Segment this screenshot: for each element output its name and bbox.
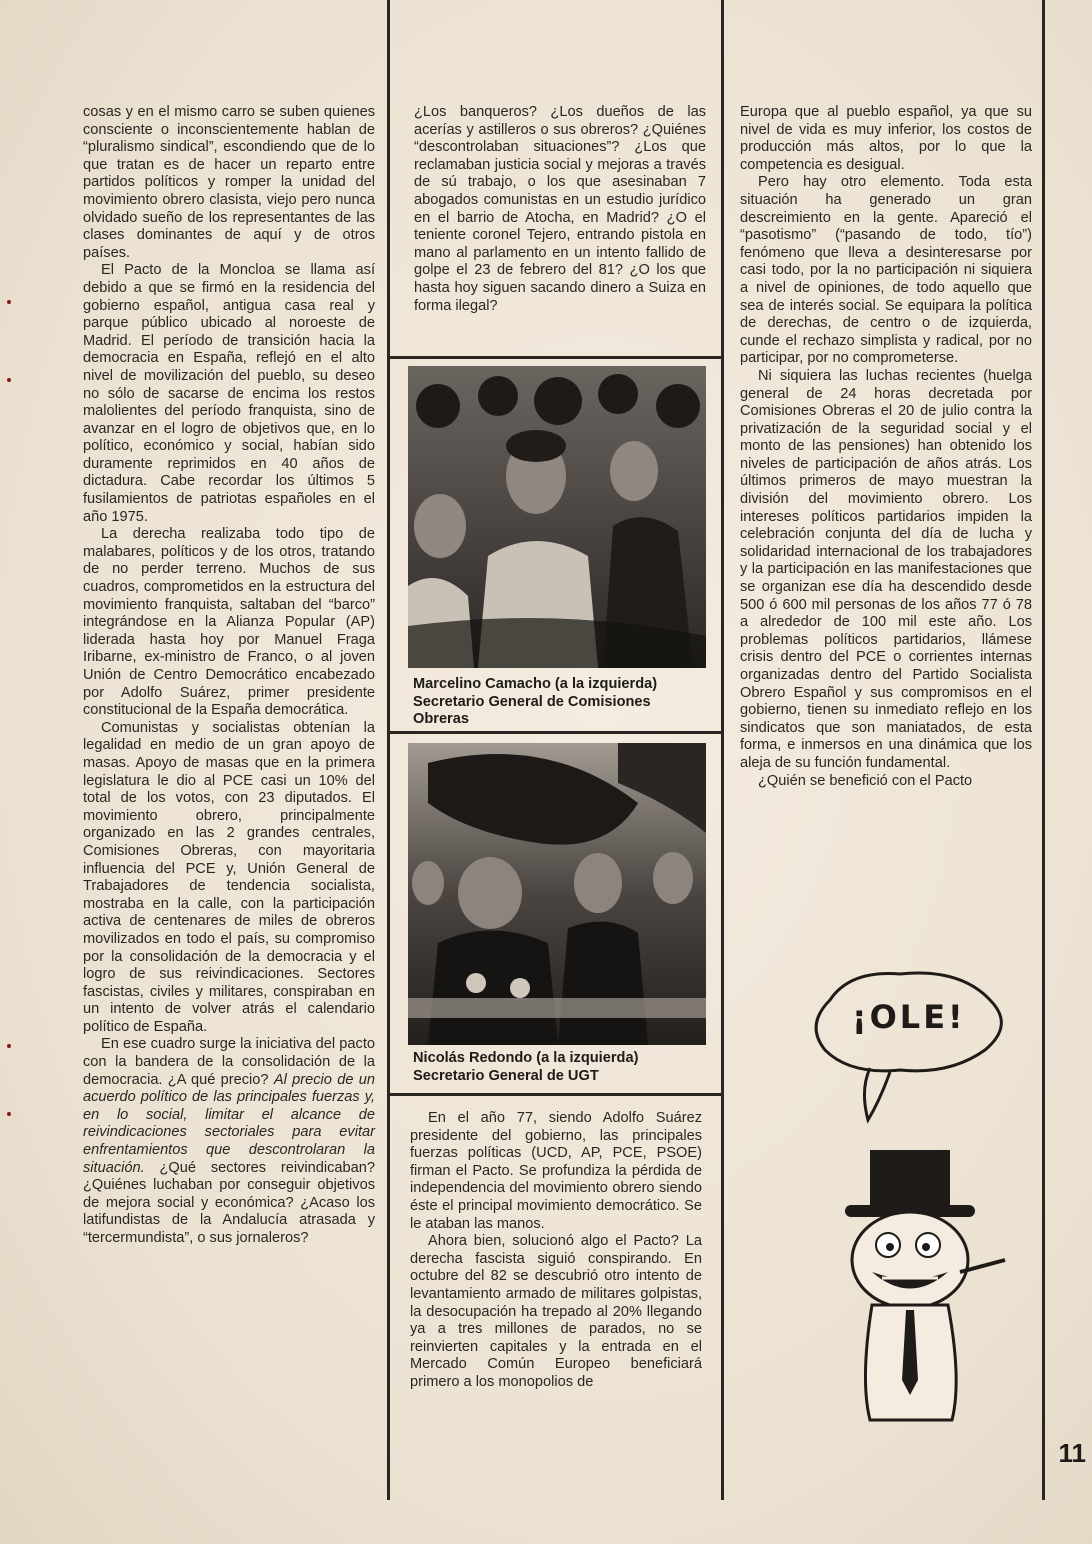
page-edge-rule xyxy=(1042,0,1045,1500)
col1-paragraph-2: El Pacto de la Moncloa se llama así debido a que se firmó en la residencia del gobierno español, antigua casa real y parque público ubicado al noroeste de Madrid. El período de transición hacia la democracia en España, reflejó en el alto nivel de movilización del pueblo, su deseo no sólo de sacarse de encima los restos malolientes del período franquista, sino de avanzar en el logro de objetivos que, en lo político, económico y social, habían sido duramente reprimidos en 40 años de dictadura. Cabe recordar los últimos 5 fusilamientos de patriotas españoles en el año 1975. xyxy=(83,262,375,525)
col1-paragraph-3: La derecha realizaba todo tipo de malabares, políticos y de los otros, tratando de no perder terreno. Muchos de sus cuadros, comprometidos en la estructura del movimiento franquista, saltaban del “barco” integrándose en la Alianza Popular (AP) liderada hasta hoy por Manuel Fraga Iribarne, ex-ministro de Franco, o al joven Unión de Centro Democrático encabezado por Adolfo Suárez, primer presidente constitucional de la España democrática. xyxy=(83,526,375,719)
column-1 xyxy=(83,104,375,1248)
col1-p5-italic: Al precio de un acuerdo político de las principales fuerzas y, en lo social, limitar el alcance de reivindicaciones sectoriales para evitar enfrentamientos que descontrolaran la situación. xyxy=(83,1071,375,1176)
col2-bottom-paragraph-2: Ahora bien, solucionó algo el Pacto? La derecha fascista siguió conspirando. En octubre del 82 se descubrió otro intento de levantamiento armado de militares golpistas, la desocupación ha trepado al 20% llegando ya a tres millones de parados, no se reinvierten capitales y la entrada en el Mercado Común Europeo beneficiará primero a los monopolios de xyxy=(410,1233,702,1390)
col3-paragraph-4: ¿Quién se benefició con el Pacto xyxy=(758,772,973,789)
col3-paragraph-1: Europa que al pueblo español, ya que su nivel de vida es muy inferior, los costos de producción más altos, por lo que la competencia es desigual. xyxy=(740,104,1032,173)
column-3 xyxy=(740,104,1032,790)
photo-marcelino-camacho xyxy=(408,366,706,668)
col2-bottom-paragraph-1: En el año 77, siendo Adolfo Suárez presidente del gobierno, las principales fuerzas políticas (UCD, AP, PCE, PSOE) firman el Pacto. Se profundiza la pérdida de independencia del movimiento obrero siendo éste el principal movimiento democrático. Se le ataban las manos. xyxy=(410,1110,702,1232)
col1-p5-text-a: En ese cuadro surge la iniciativa del pacto con la bandera de la consolidación de la democracia. ¿A qué precio? xyxy=(83,1036,375,1088)
column-2-bottom xyxy=(410,1110,702,1392)
binding-mark xyxy=(7,1112,11,1116)
page-number: 11 xyxy=(1058,1438,1086,1468)
col1-paragraph-1: cosas y en el mismo carro se suben quienes consciente o inconscientemente hablan de “pluralismo sindical”, escondiendo que de lo que tratan es de hacer un reparto entre partidos políticos y romper la unidad del movimiento obrero clasista, viejo pero nunca olvidado sueño de los representantes de las clases dominantes de aquí y de otros países. xyxy=(83,104,375,261)
binding-mark xyxy=(7,1044,11,1048)
right-column-rule xyxy=(721,0,724,1500)
photo1-top-rule xyxy=(390,356,721,359)
cartoon-bubble-text: ¡OLE! xyxy=(852,998,966,1036)
col1-paragraph-4: Comunistas y socialistas obtenían la legalidad en medio de un gran apoyo de masas. Apoyo de masas que en la primera legislatura le dio al PCE casi un 10% del total de los votos, con 23 diputados. El movimiento obrero, principalmente organizado en las 2 grandes centrales, Comisiones Obreras, con mayoritaria influencia del PCE y, Unión General de Trabajadores de tendencia socialista, mostraba en la calle, con la participación activa de centenares de miles de obreros movilizados en todo el país, su compromiso por la consolidación de la democracia y el logro de sus reivindicaciones. Sectores fascistas, civiles y militares, conspiraban en un intento de volver atrás el calendario político de España. xyxy=(83,719,375,1035)
photo-nicolas-redondo xyxy=(408,743,706,1045)
left-column-rule xyxy=(387,0,390,1500)
photo2-caption: Nicolás Redondo (a la izquierda) Secretario General de UGT xyxy=(413,1050,639,1084)
binding-mark xyxy=(7,300,11,304)
photo2-bottom-rule xyxy=(390,1093,721,1096)
col2-top-paragraph: ¿Los banqueros? ¿Los dueños de las acerías y astilleros o sus obreros? ¿Quiénes “descontrolaban situaciones”? ¿Los que reclamaban justicia social y mejoras a través de sú trabajo, o los que asesinaban 7 abogados comunistas en un estudio jurídico en el barrio de Atocha, en Madrid? ¿O el teniente coronel Tejero, entrando pistola en mano al parlamento en un intento fallido de golpe el 23 de febrero del 81? ¿O los que hasta hoy siguen sacando dinero a Suiza en forma ilegal? xyxy=(414,104,706,314)
col3-paragraph-3: Ni siquiera las luchas recientes (huelga general de 24 horas decretada por Comisiones Obreras el 20 de julio contra la privatización de la seguridad social y el monto de las pensiones) han obtenido los niveles de participación de años atrás. Los últimos primeros de mayo muestran la división del movimiento obrero. Los intereses políticos partidarios impiden la celebración conjunta del día de lucha y solidaridad internacional de los trabajadores y la participación en las manifestaciones que se organizan ese día ha descendido desde 500 ó 600 mil personas de los años 77 ó 78 a alrededor de 100 mil este año. Los problemas políticos partidarios, llámese crisis dentro del PCE o corrientes internas organizadas dentro del Partido Socialista Obrero Español y sus compromisos en el gobierno, tienen su inmediato reflejo en los sindicatos que son maniatados, de esta forma, e inmersos en una dinámica que los aleja de su función fundamental. xyxy=(740,367,1032,771)
col1-paragraph-5 xyxy=(83,1036,375,1247)
column-2-top xyxy=(414,104,706,315)
col3-paragraph-2: Pero hay otro elemento. Toda esta situación ha generado un gran descreimiento en la gente. Apareció el “pasotismo” (“pasando de todo, tío”) fenómeno que lleva a desinteresarse por casi todo, por la no participación ni siquiera a nivel de opiniones, de todo aquello que sea de interés social. Se equipara la política de derechas, de centro o de izquierda, cunde el rechazo simplista y radical, por no participar, por no comprometerse. xyxy=(740,174,1032,367)
photo2-top-rule xyxy=(390,731,721,734)
col1-p5-text-c: ¿Qué sectores reivindicaban? ¿Quiénes luchaban por conseguir objetivos de mejora social y económica? ¿Acaso los latifundistas de la Andalucía atrasada y “tercermundista”, o sus jornaleros? xyxy=(83,1159,375,1246)
cartoon-ole xyxy=(790,960,1030,1440)
photo1-caption: Marcelino Camacho (a la izquierda) Secretario General de Comisiones Obreras xyxy=(413,676,658,728)
binding-mark xyxy=(7,378,11,382)
